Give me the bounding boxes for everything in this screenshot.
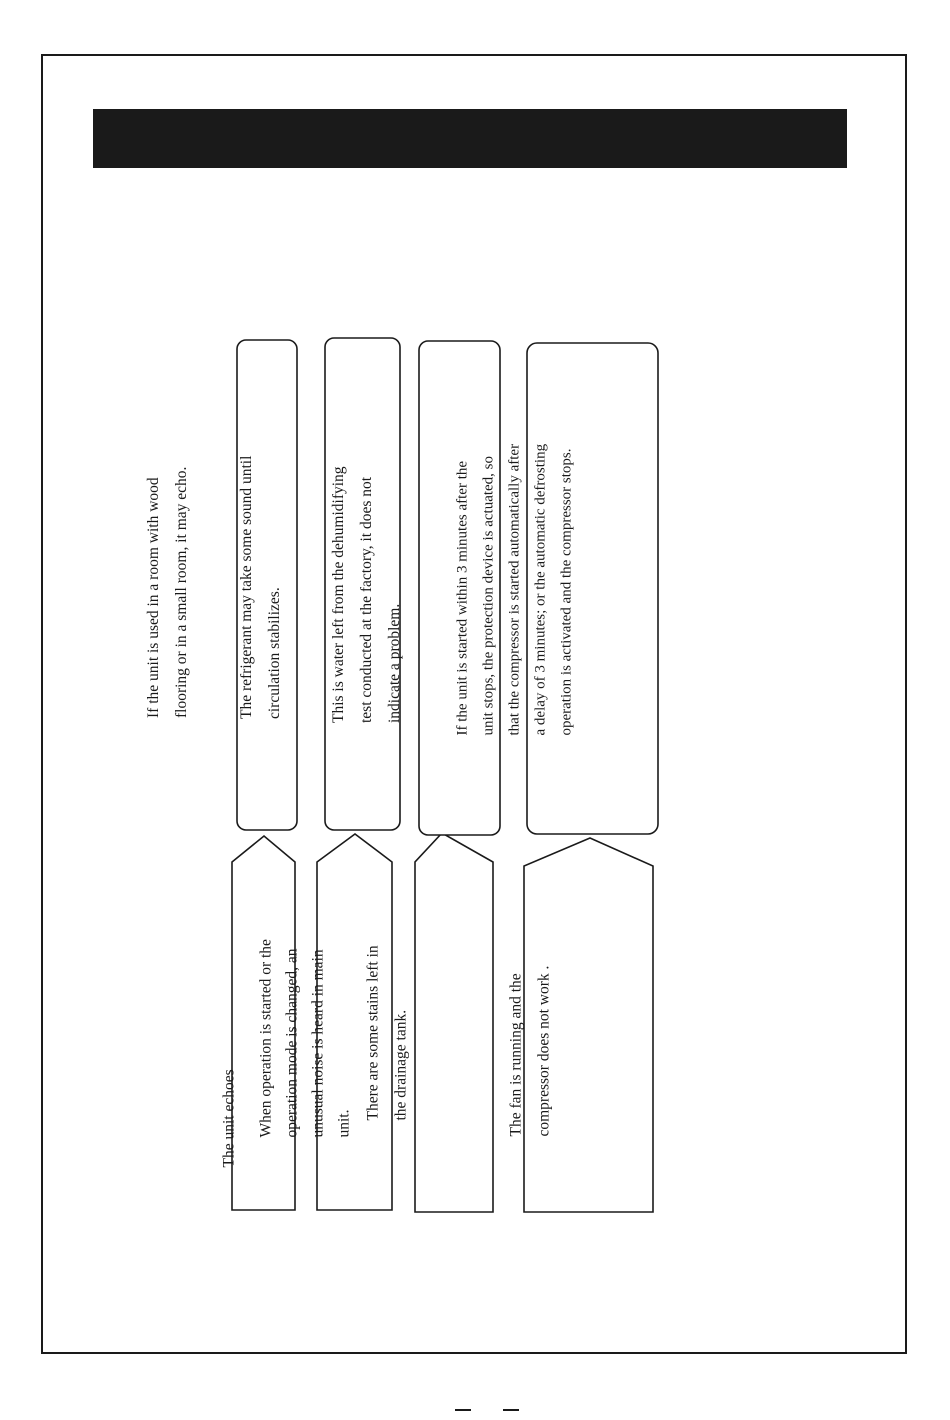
page-number-marks <box>455 1409 525 1413</box>
explanation-text-1: If the unit is used in a room with wood flooring or in a small room, it may echo. <box>145 466 190 718</box>
explanation-box-4 <box>454 352 656 824</box>
symptom-box-4 <box>507 900 624 1195</box>
symptom-box-3 <box>364 842 475 1202</box>
symptom-text-2: When operation is started or the operation mode is changed, an unusual noise is heard in main unit. <box>257 939 353 1138</box>
symptom-text-4: The fan is running and the compressor does not work . <box>507 965 553 1137</box>
explanation-text-2: The refrigerant may take some sound until circulation stabilizes. <box>238 455 283 719</box>
explanation-text-3: This is water left from the dehumidifying test conducted at the factory, it does not indicate a problem. <box>330 466 403 723</box>
explanation-text-4: If the unit is started within 3 minutes after the unit stops, the protection device is actuated, so that the compressor is started automatically after a delay of 3 minutes; or the automatic defrosting operation is activated and the compressor stops. <box>454 443 575 736</box>
symptom-text-1: The unit echoes <box>220 1069 238 1168</box>
symptom-text-3: There are some stains left in the drainage tank. <box>364 945 410 1121</box>
